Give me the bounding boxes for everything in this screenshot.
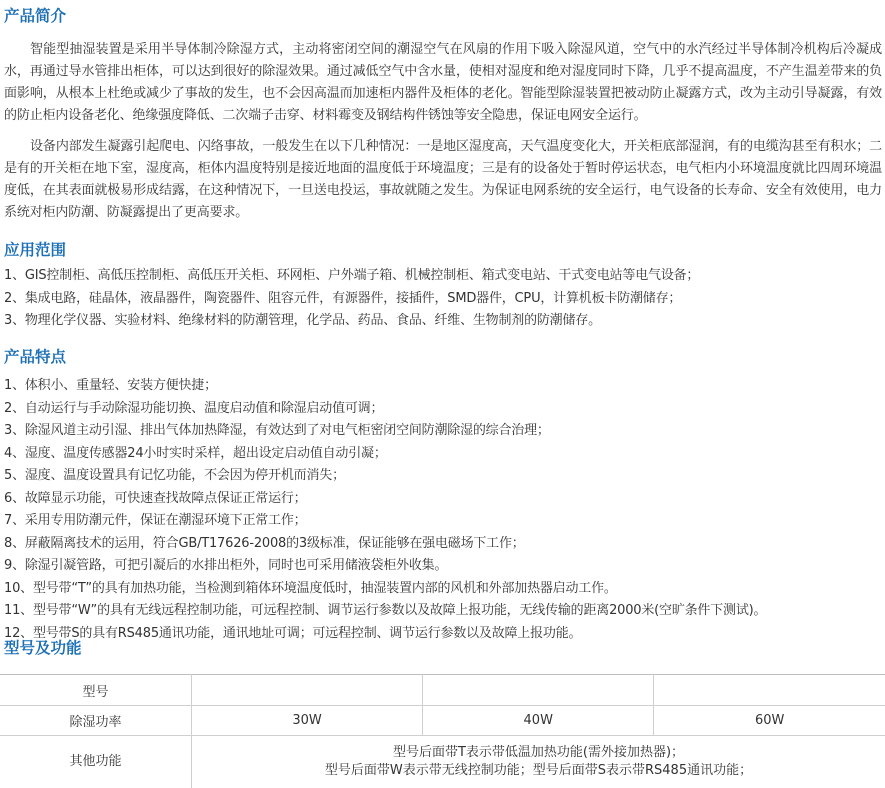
feature-item-2: 2、自动运行与手动除湿功能切换、温度启动值和除湿启动值可调； xyxy=(4,400,384,416)
power-value-60w: 60W xyxy=(654,706,885,736)
feature-item-7: 7、采用专用防潮元件，保证在潮湿环境下正常工作； xyxy=(4,513,307,528)
table-row-model xyxy=(0,675,885,706)
model-value-cell xyxy=(423,675,654,706)
feature-item-4: 4、湿度、温度传感器24小时实时采样，超出设定启动值自动引凝； xyxy=(4,445,387,461)
power-label-cell: 除湿功率 xyxy=(0,706,192,736)
feature-item-3: 3、除湿风道主动引湿、排出气体加热降湿，有效达到了对电气柜密闭空间防潮除湿的综合治理； xyxy=(4,423,550,438)
intro-paragraph-1: 智能型抽湿装置是采用半导体制冷除湿方式，主动将密闭空间的潮湿空气在风扇的作用下吸入除湿风道，空气中的水汽经过半导体制冷机构后冷凝成水，再通过导水管排出柜体，可以达到很好的除湿效果。通过减低空气中含水量，使相对湿度和绝对湿度同时下降，几乎不提高温度，不产生温差带来的负面影响，从根本上杜绝或减少了事故的发生，也不会因高温而加速柜内器件及柜体的老化。智能型除湿装置把被动防止凝露方式，改为主动引导凝露，有效的防止柜内设备老化、绝缘强度降低、二次端子击穿、材料霉变及钢结构件锈蚀等安全隐患，保证电网安全运行。 xyxy=(4,42,882,123)
feature-item-10: 10、型号带“T”的具有加热功能，当检测到箱体环境温度低时，抽湿装置内部的风机和外部加热器启动工作。 xyxy=(4,580,617,596)
scope-item-2: 2、集成电路，硅晶体，液晶器件，陶瓷器件、阻容元件，有源器件，接插件，SMD器件，CPU，计算机板卡防潮储存； xyxy=(4,290,682,306)
power-value-30w: 30W xyxy=(192,706,423,736)
feature-item-12: 12、型号带S的具有RS485通讯功能，通讯地址可调；可远程控制、调节运行参数以及故障上报功能。 xyxy=(4,625,582,641)
section-title-models: 型号及功能 xyxy=(4,639,82,657)
model-spec-table xyxy=(0,674,885,788)
feature-item-5: 5、湿度、温度设置具有记忆功能，不会因为停开机而消失； xyxy=(4,468,345,483)
other-functions-cell xyxy=(192,736,885,788)
model-value-cell xyxy=(654,675,885,706)
power-value-40w: 40W xyxy=(423,706,654,736)
scope-item-1: 1、GIS控制柜、高低压控制柜、高低压开关柜、环网柜、户外端子箱、机械控制柜、箱式变电站、干式变电站等电气设备； xyxy=(4,268,700,283)
section-title-intro: 产品简介 xyxy=(4,7,67,25)
table-row-other-functions xyxy=(0,736,885,788)
other-function-line-2: 型号后面带W表示带无线控制功能；型号后面带S表示带RS485通讯功能； xyxy=(324,763,753,778)
feature-item-1: 1、体积小、重量轻、安装方便快捷； xyxy=(4,378,217,393)
intro-paragraph-2: 设备内部发生凝露引起爬电、闪络事故，一般发生在以下几种情况：一是地区湿度高，天气温度变化大，开关柜底部湿润，有的电缆沟甚至有积水；二是有的开关柜在地下室，湿度高，柜体内温度特别是接近地面的温度低于环境温度；三是有的设备处于暂时停运状态，电气柜内小环境温度就比四周环境温度低，在其表面就极易形成结露，在这种情况下，一旦送电投运，事故就随之发生。为保证电网系统的安全运行，电气设备的长寿命、安全有效使用，电力系统对柜内防潮、防凝露提出了更高要求。 xyxy=(4,139,882,220)
section-title-features: 产品特点 xyxy=(4,348,67,366)
model-value-cell xyxy=(192,675,423,706)
other-label-cell: 其他功能 xyxy=(0,736,192,788)
feature-item-6: 6、故障显示功能，可快速查找故障点保证正常运行； xyxy=(4,490,307,506)
features-list xyxy=(4,375,882,645)
feature-item-8: 8、屏蔽隔离技术的运用，符合GB/T17626-2008的3级标准，保证能够在强电磁场下工作； xyxy=(4,535,525,551)
scope-item-3: 3、物理化学仪器、实验材料、绝缘材料的防潮管理，化学品、药品、食品、纤维、生物制剂的防潮储存。 xyxy=(4,313,601,328)
scope-list xyxy=(4,265,882,333)
section-title-scope: 应用范围 xyxy=(4,241,67,259)
table-row-power xyxy=(0,706,885,736)
other-function-line-1: 型号后面带T表示带低温加热功能(需外接加热器)； xyxy=(392,745,685,760)
feature-item-9: 9、除湿引凝管路，可把引凝后的水排出柜外，同时也可采用储液袋柜外收集。 xyxy=(4,558,448,573)
model-label-cell: 型号 xyxy=(0,675,192,706)
feature-item-11: 11、型号带“W”的具有无线远程控制功能，可远程控制、调节运行参数以及故障上报功能，无线传输的距离2000米(空旷条件下测试)。 xyxy=(4,603,767,618)
